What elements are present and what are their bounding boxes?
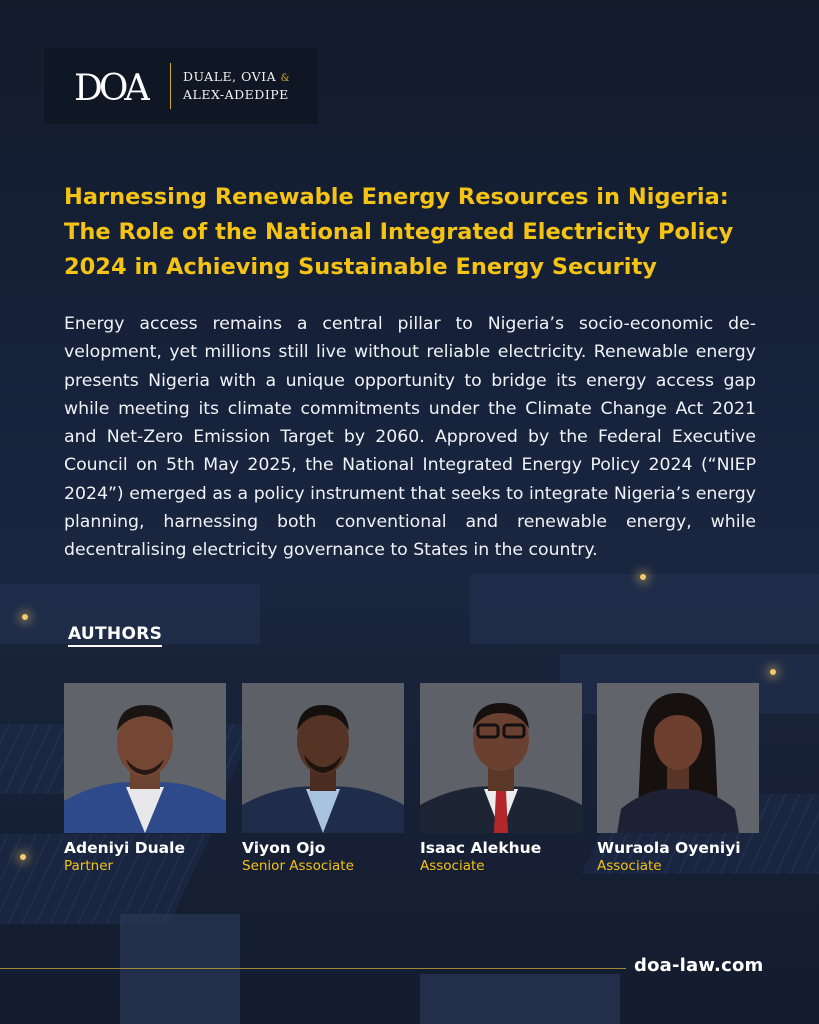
author-photo xyxy=(64,683,226,833)
author-card xyxy=(420,683,582,874)
footer-divider xyxy=(0,968,626,969)
author-role: Associate xyxy=(597,858,662,874)
authors-heading: AUTHORS xyxy=(68,624,162,647)
svg-text:DOA: DOA xyxy=(74,68,147,106)
logo-wordmark xyxy=(183,69,290,103)
article-title: Harnessing Renewable Energy Resources in Nigeria: The Role of the National Integrated Electricity Policy 2024 in Achieving Sustainable Energy Security xyxy=(64,184,734,280)
logo-line2: ALEX-ADEDIPE xyxy=(183,87,289,102)
author-role: Associate xyxy=(420,858,485,874)
author-name: Isaac Alekhue xyxy=(420,839,542,857)
author-photo xyxy=(242,683,404,833)
author-name: Wuraola Oyeniyi xyxy=(597,839,741,857)
author-photo xyxy=(420,683,582,833)
logo-ampersand: & xyxy=(280,73,290,84)
brand-logo xyxy=(44,48,318,124)
doa-logo-mark xyxy=(74,66,150,106)
author-card xyxy=(242,683,404,874)
author-card xyxy=(64,683,226,874)
logo-divider xyxy=(170,63,171,109)
author-name: Viyon Ojo xyxy=(242,839,326,857)
logo-line1: DUALE, OVIA xyxy=(183,69,277,84)
author-name: Adeniyi Duale xyxy=(64,839,185,857)
author-role: Senior Associate xyxy=(242,858,354,874)
author-card xyxy=(597,683,759,874)
website-link[interactable]: doa-law.com xyxy=(634,955,764,976)
author-photo xyxy=(597,683,759,833)
author-role: Partner xyxy=(64,858,114,874)
article-summary: Energy access remains a central pillar to Nigeria’s socio-economic development, yet millions still live without reliable electricity. Renewable energy presents Nigeria with a unique opportunity to bridge its energy access gap while meeting its climate commitments under the Climate Change Act 2021 and Net-Zero Emission Target by 2060. Approved by the Federal Executive Council on 5th May 2025, the National Integrated Energy Policy 2024 (“NIEP 2024”) emerged as a policy instrument that seeks to integrate Nigeria’s energy planning, harnessing both conventional and renewable energy, while decentralising electricity governance to States in the country. xyxy=(64,314,756,561)
authors-list xyxy=(64,683,758,883)
